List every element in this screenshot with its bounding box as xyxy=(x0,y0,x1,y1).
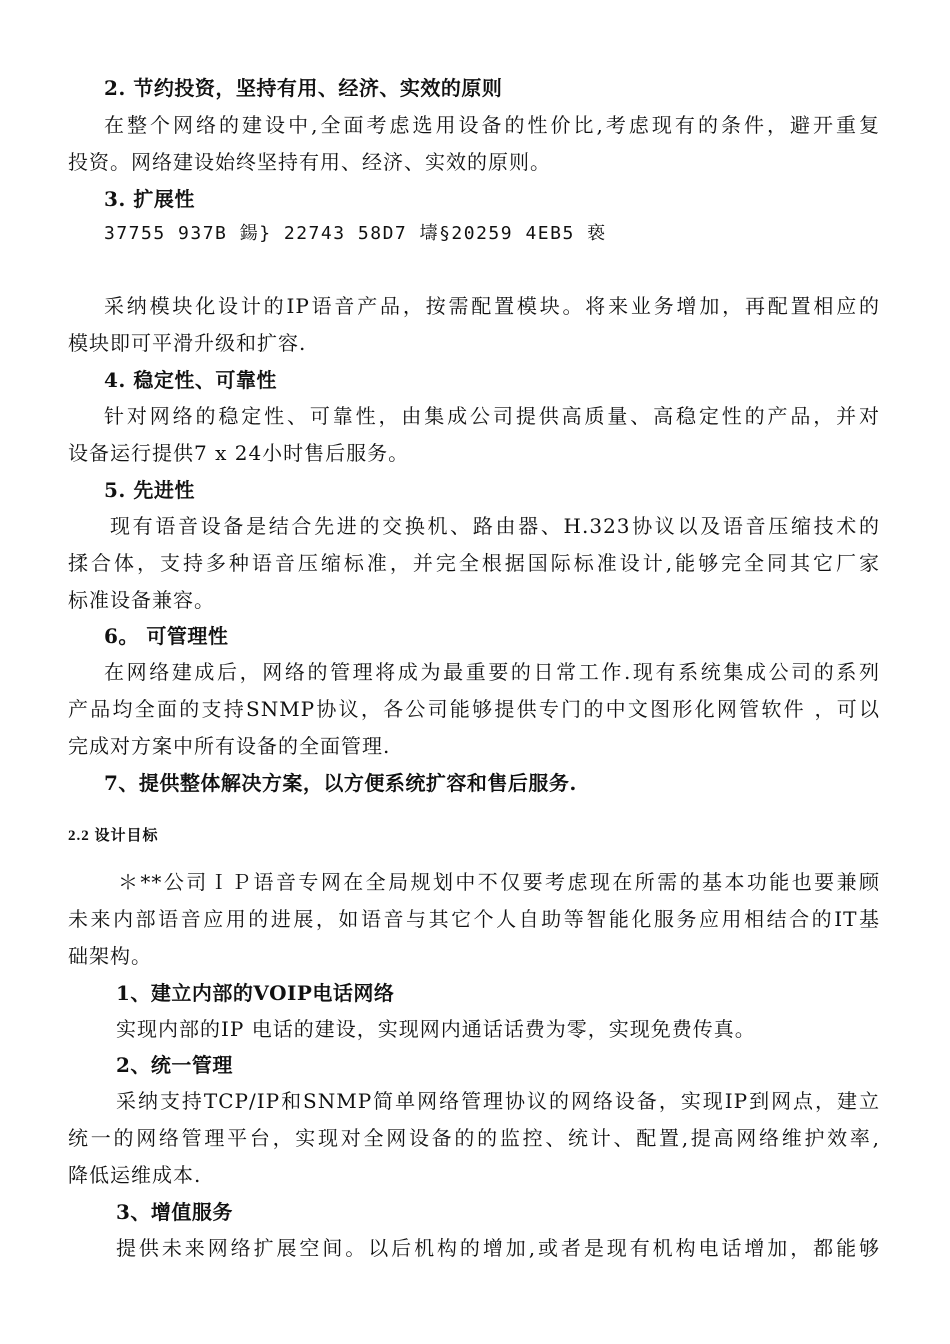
section-title-design-goals: 2.2 设计目标 xyxy=(68,828,159,844)
paragraph-line: 在网络建成后，网络的管理将成为最重要的日常工作.现有系统集成公司的系列 xyxy=(104,660,880,684)
goal-3-heading: 3、增值服务 xyxy=(116,1200,233,1224)
paragraph-line: 投资。网络建设始终坚持有用、经济、实效的原则。 xyxy=(68,150,551,174)
paragraph-line: 现有语音设备是结合先进的交换机、路由器、H.323协议以及语音压缩技术的 xyxy=(110,514,880,538)
heading-2-save-investment: 2. 节约投资，坚持有用、经济、实效的原则 xyxy=(104,76,503,100)
paragraph-line: 针对网络的稳定性、可靠性，由集成公司提供高质量、高稳定性的产品，并对 xyxy=(104,404,880,428)
heading-7-solution: 7、提供整体解决方案，以方便系统扩容和售后服务. xyxy=(104,771,577,795)
paragraph-line: 未来内部语音应用的进展，如语音与其它个人自助等智能化服务应用相结合的IT基 xyxy=(68,907,880,931)
goal-1-text: 实现内部的IP 电话的建设，实现网内通话话费为零，实现免费传真。 xyxy=(116,1017,756,1041)
paragraph-line: 降低运维成本. xyxy=(68,1163,202,1187)
paragraph-line: 采纳支持TCP/IP和SNMP简单网络管理协议的网络设备，实现IP到网点，建立 xyxy=(116,1089,880,1113)
goal-1-heading: 1、建立内部的VOIP电话网络 xyxy=(116,981,395,1005)
paragraph-line: 设备运行提供7 x 24小时售后服务。 xyxy=(68,441,410,465)
heading-4-stability: 4. 稳定性、可靠性 xyxy=(104,368,277,392)
paragraph-line: 产品均全面的支持SNMP协议，各公司能够提供专门的中文图形化网管软件 ，可以 xyxy=(68,697,880,721)
paragraph-line: 揉合体，支持多种语音压缩标准，并完全根据国际标准设计,能够完全同其它厂家 xyxy=(68,551,880,575)
paragraph-line: 标准设备兼容。 xyxy=(68,588,215,612)
heading-3-scalability: 3. 扩展性 xyxy=(104,187,195,211)
paragraph-line: 础架构。 xyxy=(68,944,152,968)
heading-6-manageability: 6。 可管理性 xyxy=(104,624,229,648)
paragraph-line: 提供未来网络扩展空间。以后机构的增加,或者是现有机构电话增加，都能够 xyxy=(116,1236,880,1260)
heading-5-advanced: 5. 先进性 xyxy=(104,478,195,502)
paragraph-line: ＊**公司ＩＰ语音专网在全局规划中不仅要考虑现在所需的基本功能也要兼顾 xyxy=(118,870,880,894)
paragraph-line: 采纳模块化设计的IP语音产品，按需配置模块。将来业务增加，再配置相应的 xyxy=(104,294,880,318)
paragraph-line: 在整个网络的建设中,全面考虑选用设备的性价比,考虑现有的条件，避开重复 xyxy=(104,113,880,137)
garbled-text-line: 37755 937B 鍚} 22743 58D7 壔§20259 4EB5 亵 xyxy=(104,223,607,244)
paragraph-line: 模块即可平滑升级和扩容. xyxy=(68,331,307,355)
paragraph-line: 完成对方案中所有设备的全面管理. xyxy=(68,734,391,758)
goal-2-heading: 2、统一管理 xyxy=(116,1053,233,1077)
paragraph-line: 统一的网络管理平台，实现对全网设备的的监控、统计、配置,提高网络维护效率, xyxy=(68,1126,880,1150)
